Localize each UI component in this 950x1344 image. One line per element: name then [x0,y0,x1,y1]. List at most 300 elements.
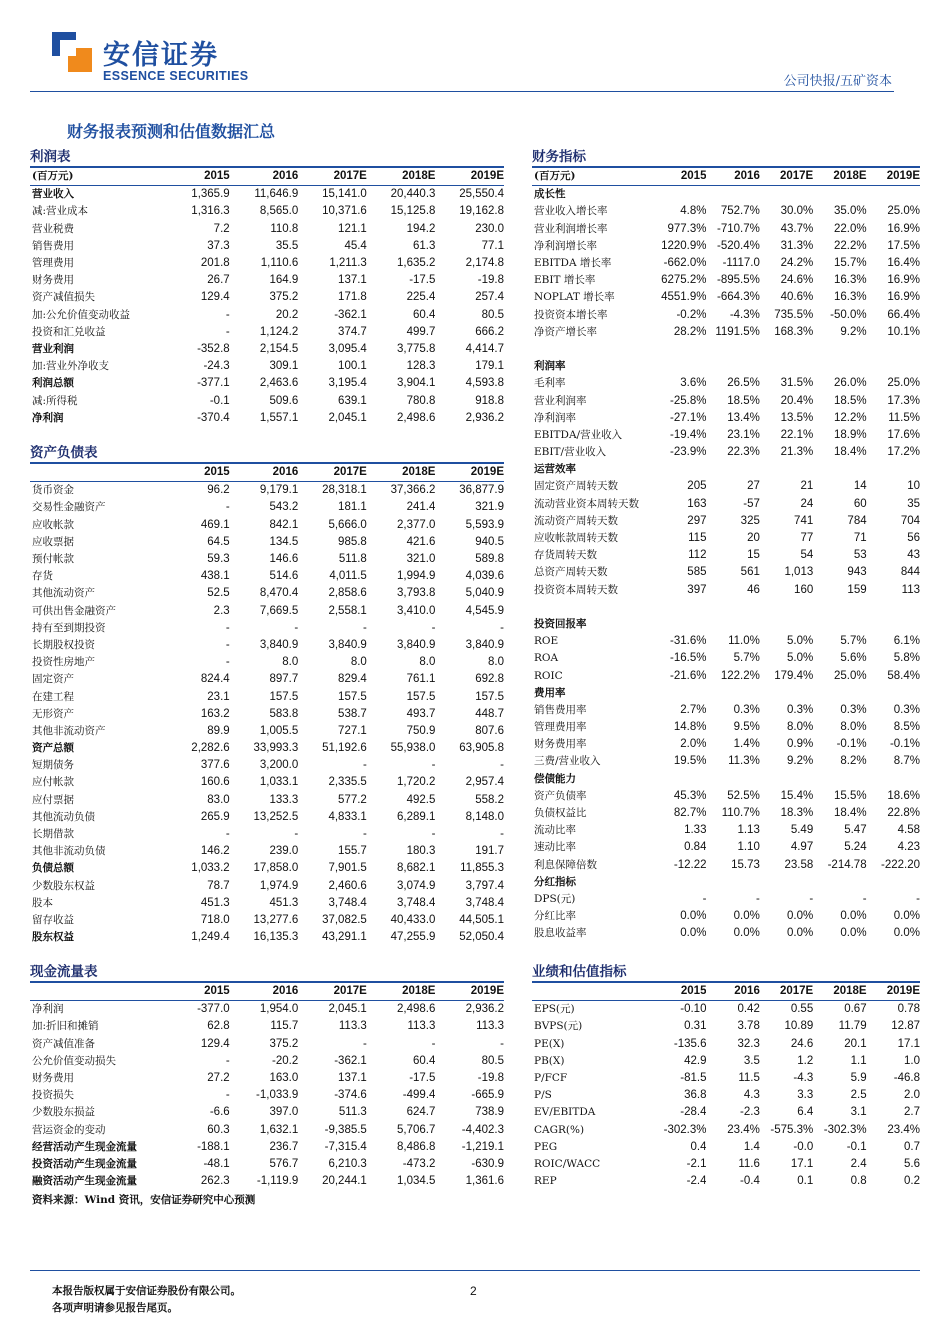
cell-value [867,685,920,702]
table-row [532,1122,920,1139]
cell-value: 30.0% [780,205,814,218]
cell-value: 727.1 [338,724,367,737]
table-row [30,255,504,272]
cell-value [706,616,759,633]
table-row [532,736,920,753]
cell-value: 110.7% [721,807,760,820]
row-label: 减:所得税 [32,394,78,407]
table-row [30,809,504,826]
cell-value: 0.55 [790,1003,814,1016]
cell-value: 2,936.2 [465,411,504,424]
cell-value: 1,994.9 [397,570,436,583]
row-label: 营业税费 [32,222,74,235]
row-label: 净资产增长率 [534,325,597,338]
balance-sheet-section [30,444,504,946]
cell-value: 160 [794,583,814,596]
cell-value [813,186,866,204]
cell-value: 0.84 [684,841,707,854]
cell-value: 26.0% [834,377,867,390]
logo-white-square [60,40,76,56]
cell-value: 8,565.0 [259,205,299,218]
cell-value: -0.1% [836,738,867,751]
cell-value: 3,840.9 [465,638,504,651]
cell-value: -473.2 [402,1157,436,1170]
cell-value: - [294,828,299,841]
cell-value: 397.0 [269,1106,299,1119]
cell-value: 35.5 [275,239,299,252]
cell-value [653,874,706,891]
table-row [30,757,504,774]
table-row [532,805,920,822]
cell-value: 82.7% [673,807,707,820]
cell-value: -20.2 [272,1054,299,1067]
cell-value: -81.5 [680,1072,707,1085]
row-label [532,341,653,358]
cell-value: 3.3 [797,1089,814,1102]
cell-value: 0.0% [787,927,814,940]
cell-value: 1.0 [904,1054,920,1067]
cell-value: 6,210.3 [328,1157,367,1170]
cell-value: 115 [688,532,707,545]
cell-value: 28,318.1 [322,484,367,497]
cell-value: 2.5 [850,1089,867,1102]
year-header: 2015 [653,983,706,1001]
table-row [30,392,504,409]
cell-value: 19,162.8 [459,205,504,218]
cash-flow-section [30,963,504,1190]
cell-value: 163.2 [200,707,230,720]
cell-value [867,341,920,358]
row-label: 资产负债率 [534,789,587,802]
table-row [30,568,504,585]
cell-value: 180.3 [406,845,436,858]
row-label: 利息保障倍数 [534,858,597,871]
row-label: 管理费用 [32,257,74,270]
cell-value: 23.4% [887,1123,920,1136]
cell-value: - [362,759,367,772]
cell-value: 3.5 [743,1054,760,1067]
row-label: 费用率 [534,686,566,699]
row-label: NOPLAT 增长率 [534,291,615,304]
table-row [532,186,920,204]
cell-value: 22.0% [834,222,867,235]
cell-value: 1,635.2 [397,257,436,270]
cell-value: 27 [747,480,760,493]
cell-value [867,771,920,788]
table-row [30,375,504,392]
cell-value: 2,460.6 [328,879,367,892]
table-row [532,857,920,874]
cell-value: 3,793.8 [397,587,436,600]
cell-value: 21.3% [780,446,814,459]
cell-value: 2,335.5 [328,776,367,789]
cell-value: -710.7% [717,222,760,235]
table-row [30,551,504,568]
cell-value: - [225,1054,230,1067]
cell-value: -27.1% [670,411,707,424]
cell-value: 741 [794,514,814,527]
row-label: 加:公允价值变动收益 [32,308,131,321]
valuation-header-row [532,983,920,1001]
cell-value [760,461,813,478]
cell-value: 25.0% [834,669,867,682]
cell-value: 17.3% [887,394,920,407]
cell-value: 54 [800,549,814,562]
cell-value: 163.0 [269,1072,299,1085]
year-header: 2015 [653,168,706,186]
cell-value: -370.4 [197,411,230,424]
cell-value: 511.8 [338,553,367,566]
table-row [532,496,920,513]
cell-value: 43 [907,549,920,562]
cell-value: 1.13 [737,824,760,837]
row-label: 净利润率 [534,411,576,424]
year-header: 2019E [435,983,504,1001]
cell-value: 20.4% [780,394,814,407]
cell-value: 0.4 [690,1140,707,1153]
table-row [532,599,920,616]
table-row [532,272,920,289]
year-header: 2016 [706,983,759,1001]
cell-value: 20.1 [844,1037,867,1050]
table-row [532,719,920,736]
cell-value: 33,993.3 [253,742,299,755]
cell-value: 1,034.5 [397,1175,436,1188]
cell-value: 297 [687,514,707,527]
cell-value: 7,669.5 [259,604,299,617]
cell-value: 63,905.8 [459,742,504,755]
cell-value: -352.8 [197,342,230,355]
cell-value: 12.87 [891,1020,920,1033]
cell-value: 13,277.6 [253,913,299,926]
row-label: 留存收益 [32,913,74,926]
cell-value: 23.1 [207,690,230,703]
cell-value: 18.9% [834,428,867,441]
brand-name-en: ESSENCE SECURITIES [103,69,249,83]
cell-value: 11.79 [838,1020,867,1033]
cell-value: 1,033.2 [191,862,230,875]
cell-value: 77.1 [481,239,504,252]
cell-value: -48.1 [203,1157,230,1170]
cell-value: -9,385.5 [324,1123,367,1136]
cell-value: 5.49 [790,824,814,837]
cell-value: 397 [687,583,707,596]
cell-value: 14.8% [673,721,707,734]
cell-value: 321.9 [475,501,504,514]
cell-value: 22.3% [727,446,760,459]
cell-value: 146.2 [200,845,230,858]
cell-value: - [362,621,367,634]
row-label: 长期借款 [32,828,74,841]
cell-value [867,186,920,204]
cell-value: 375.2 [269,291,299,304]
cell-value: 52.5 [207,587,230,600]
cell-value: -25.8% [670,394,707,407]
cell-value: 8.0% [840,721,867,734]
cell-value: 3.6% [680,377,707,390]
cell-value: 19.5% [673,755,707,768]
cell-value: - [500,621,504,634]
cell-value: 11.5 [738,1072,760,1085]
table-row [532,1053,920,1070]
cell-value: -21.6% [670,669,707,682]
cell-value: 44,505.1 [459,913,504,926]
cell-value: - [916,892,920,905]
cell-value: -57 [743,497,760,510]
row-label: 在建工程 [32,690,74,703]
footer-divider [30,1270,920,1271]
table-row [30,912,504,929]
cell-value: - [702,892,707,905]
row-label: 减:营业成本 [32,205,89,218]
row-label: 固定资产周转天数 [534,480,618,493]
cell-value: 8,682.1 [397,862,436,875]
cell-value: 624.7 [406,1106,436,1119]
cell-value [760,771,813,788]
cell-value: 985.8 [338,535,367,548]
cell-value: 45.3% [673,789,707,802]
row-label: 交易性金融资产 [32,501,106,514]
cell-value: 3,748.4 [397,896,436,909]
row-label: 经营活动产生现金流量 [32,1140,137,1153]
cell-value [653,341,706,358]
cell-value: -575.3% [770,1123,814,1136]
cell-value: 4,039.6 [465,570,504,583]
cell-value: 262.3 [200,1175,230,1188]
row-label: 分红指标 [534,875,576,888]
cell-value: 121.1 [338,222,367,235]
row-label: EBIT/营业收入 [534,446,607,459]
cell-value: 89.9 [207,724,230,737]
cell-value: 113.3 [476,1020,504,1033]
cell-value [867,358,920,375]
cell-value: 750.9 [406,724,436,737]
cell-value: 4,414.7 [465,342,504,355]
row-label: PB(X) [534,1054,565,1067]
cell-value: 112 [688,549,707,562]
cell-value: 157.5 [475,690,504,703]
table-row [30,1018,504,1035]
cell-value: 113.3 [338,1020,367,1033]
cell-value: 499.7 [406,325,436,338]
cell-value: 561 [740,566,760,579]
table-row [532,307,920,324]
cell-value: 15.5% [834,789,867,802]
row-label: ROIC/WACC [534,1157,601,1170]
cell-value: 511.3 [338,1106,367,1119]
cell-value: 943 [847,566,867,579]
cell-value: 543.2 [269,501,299,514]
row-label: 其他非流动负债 [32,845,106,858]
cell-value: -377.0 [197,1003,230,1016]
table-row [532,255,920,272]
row-label: 净利润增长率 [534,239,597,252]
table-row [532,874,920,891]
cell-value: 375.2 [269,1037,299,1050]
cell-value: 1,013 [784,566,814,579]
table-row [532,513,920,530]
row-label: BVPS(元) [534,1020,583,1033]
row-label: 营业利润率 [534,394,587,407]
cell-value: 18.5% [834,394,867,407]
cell-value [813,358,866,375]
cell-value: 241.4 [406,501,436,514]
cell-value: 325 [740,514,760,527]
row-label: 流动营业资本周转天数 [534,497,639,510]
cell-value: 129.4 [200,291,230,304]
row-label: 营运资金的变动 [32,1123,106,1136]
row-label: 净利润 [32,411,64,424]
cell-value: 100.1 [338,360,367,373]
cell-value: 15.7% [834,257,867,270]
table-row [532,564,920,581]
cell-value: -0.2% [676,308,707,321]
cell-value: 897.7 [269,673,299,686]
cell-value: 15,141.0 [322,188,367,201]
row-label: 分红比率 [534,910,576,923]
year-header: 2015 [171,983,229,1001]
table-row [532,925,920,942]
row-label: 持有至到期投资 [32,621,106,634]
income-statement-table [30,168,504,427]
cell-value: 2,174.8 [465,257,504,270]
cell-value: 0.78 [897,1003,920,1016]
cell-value: 157.5 [269,690,299,703]
table-row [30,238,504,255]
cell-value: 2.4 [850,1157,867,1170]
cell-value: 1,124.2 [259,325,299,338]
cell-value: 377.6 [200,759,230,772]
cell-value: 639.1 [338,394,367,407]
cell-value: 8.2% [840,755,867,768]
row-label: 投资活动产生现金流量 [32,1157,137,1170]
year-header: 2017E [298,168,367,186]
cell-value: 20,244.1 [322,1175,367,1188]
cell-value: 8.0 [488,656,504,669]
cell-value: 5,706.7 [397,1123,436,1136]
row-label: 运营效率 [534,463,576,476]
year-header: 2018E [367,983,436,1001]
balance-sheet-table [30,464,504,946]
cell-value [760,616,813,633]
row-label: 财务费用率 [534,738,587,751]
table-row [532,478,920,495]
table-row [532,582,920,599]
cell-value: 2,858.6 [328,587,367,600]
cell-value: - [294,621,299,634]
cell-value: 438.1 [200,570,230,583]
cell-value: 66.4% [887,308,920,321]
table-row [532,341,920,358]
table-row [532,1001,920,1019]
cell-value [653,599,706,616]
row-label: 成长性 [534,188,566,201]
table-row [532,221,920,238]
cell-value: 780.8 [406,394,436,407]
table-row [30,482,504,500]
cell-value: 157.5 [406,690,436,703]
row-label: CAGR(%) [534,1123,585,1136]
table-row [532,1173,920,1190]
cell-value: 16.9% [887,274,920,287]
cell-value: 5,593.9 [465,518,504,531]
table-row [532,1087,920,1104]
cell-value: 42.9 [684,1054,707,1067]
table-row [532,530,920,547]
cell-value: 31.3% [780,239,814,252]
unit-header: (百万元) [532,168,653,186]
cell-value: -28.4 [680,1106,707,1119]
cell-value: 0.3% [893,703,920,716]
cell-value: 24 [800,497,814,510]
cell-value: -520.4% [717,239,760,252]
cell-value [760,599,813,616]
cell-value: -214.78 [827,858,867,871]
cell-value: 27.2 [207,1072,230,1085]
cell-value: 2.0% [680,738,707,751]
cell-value: 134.5 [269,535,299,548]
row-label: 管理费用率 [534,721,587,734]
cell-value: 2,377.0 [397,518,436,531]
cell-value: 191.7 [475,845,504,858]
year-header: 2017E [760,168,813,186]
row-label: ROIC [534,669,563,682]
table-row [30,774,504,791]
cell-value: -0.0 [793,1140,814,1153]
table-row [532,203,920,220]
cell-value: 37.3 [207,239,230,252]
valuation-table [532,983,920,1190]
cell-value: 3,840.9 [328,638,367,651]
cell-value: 2.7% [680,703,707,716]
cell-value: 60 [853,497,867,510]
cell-value: 8.0 [419,656,436,669]
cell-value: 3,095.4 [328,342,367,355]
cell-value: 14 [853,480,867,493]
cell-value: 451.3 [200,896,230,909]
table-row [30,792,504,809]
cell-value: 23.4% [727,1123,760,1136]
row-label: 速动比率 [534,841,576,854]
cell-value: 18.4% [834,446,867,459]
cell-value: 11.0% [728,635,760,648]
cell-value: 16,135.3 [253,931,299,944]
cell-value: - [500,828,504,841]
cell-value: 3,200.0 [259,759,299,772]
cell-value: 26.7 [207,274,230,287]
table-row [532,547,920,564]
cell-value: 538.7 [338,707,367,720]
cell-value: 113.3 [407,1020,436,1033]
cell-value: 589.8 [475,553,504,566]
cell-value: 60.4 [413,1054,436,1067]
cell-value: 22.8% [887,807,920,820]
cell-value: 1,249.4 [191,931,230,944]
cell-value: - [225,1089,230,1102]
cell-value: 32.3 [737,1037,760,1050]
cell-value: 17.6% [887,428,920,441]
cell-value: 576.7 [269,1157,299,1170]
cell-value: 692.8 [475,673,504,686]
cell-value: 21 [800,480,814,493]
cell-value: 761.1 [406,673,436,686]
cell-value: 2,957.4 [465,776,504,789]
row-label: 投资损失 [32,1089,74,1102]
row-label: 投资性房地产 [32,656,95,669]
cell-value: -2.3 [740,1106,760,1119]
row-label: 财务费用 [32,274,74,287]
cell-value: 421.6 [406,535,436,548]
